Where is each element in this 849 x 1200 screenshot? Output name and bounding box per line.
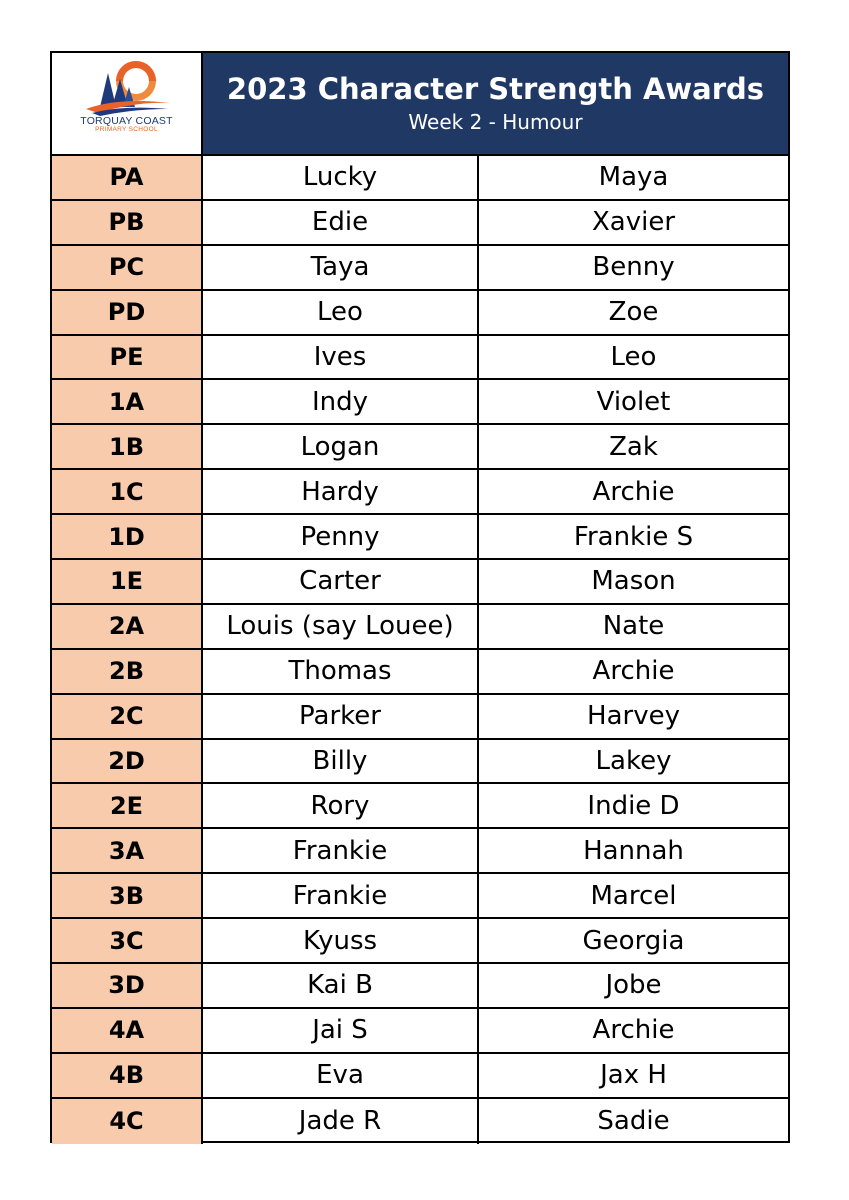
table-header — [52, 53, 788, 156]
page-subtitle: Week 2 - Humour — [408, 110, 583, 134]
student-name-2: Archie — [592, 1015, 675, 1046]
table-row — [52, 291, 788, 336]
student-name-1: Frankie — [203, 874, 479, 917]
table-row — [52, 380, 788, 425]
table-row — [52, 1054, 788, 1099]
class-cell: PB — [52, 201, 203, 244]
table-row — [52, 784, 788, 829]
student-name-2: Archie — [592, 656, 675, 687]
table-row — [52, 470, 788, 515]
table-row — [52, 560, 788, 605]
student-name-1: Louis (say Louee) — [203, 605, 479, 648]
class-cell: 2A — [52, 605, 203, 648]
student-name-2: Mason — [591, 566, 676, 597]
awards-table — [50, 51, 790, 1143]
table-row — [52, 246, 788, 291]
student-name-2: Nate — [602, 611, 665, 642]
table-row — [52, 515, 788, 560]
class-cell: 3D — [52, 964, 203, 1007]
student-name-1: Penny — [203, 515, 479, 558]
student-name-2: Marcel — [590, 880, 677, 911]
student-name-2: Hannah — [583, 835, 684, 866]
student-name-1: Taya — [203, 246, 479, 289]
student-name-2: Georgia — [582, 925, 685, 956]
class-cell: 4C — [52, 1099, 203, 1144]
class-cell: 3C — [52, 919, 203, 962]
table-row — [52, 829, 788, 874]
student-name-2: Jax H — [600, 1060, 667, 1091]
table-row — [52, 1099, 788, 1144]
table-row — [52, 650, 788, 695]
table-row — [52, 874, 788, 919]
student-name-1: Kai B — [203, 964, 479, 1007]
student-name-2: Zak — [609, 431, 658, 462]
class-cell: PE — [52, 336, 203, 379]
table-row — [52, 695, 788, 740]
student-name-1: Jade R — [203, 1099, 479, 1144]
class-cell: 1C — [52, 470, 203, 513]
student-name-2: Indie D — [587, 790, 680, 821]
table-row — [52, 919, 788, 964]
class-cell: 4A — [52, 1009, 203, 1052]
class-cell: 1E — [52, 560, 203, 603]
student-name-1: Leo — [203, 291, 479, 334]
student-name-2: Benny — [592, 252, 675, 283]
class-cell: 2B — [52, 650, 203, 693]
class-cell: 4B — [52, 1054, 203, 1097]
table-row — [52, 1009, 788, 1054]
table-row — [52, 201, 788, 246]
student-name-1: Eva — [203, 1054, 479, 1097]
student-name-1: Carter — [203, 560, 479, 603]
student-name-1: Hardy — [203, 470, 479, 513]
student-name-1: Rory — [203, 784, 479, 827]
class-cell: 2D — [52, 740, 203, 783]
school-logo-icon — [78, 57, 178, 117]
student-name-2: Archie — [592, 476, 675, 507]
table-body — [52, 156, 788, 1144]
class-cell: 2C — [52, 695, 203, 738]
table-row — [52, 964, 788, 1009]
student-name-2: Violet — [596, 386, 671, 417]
table-row — [52, 336, 788, 381]
school-logo — [52, 53, 203, 154]
student-name-1: Frankie — [203, 829, 479, 872]
student-name-1: Billy — [203, 740, 479, 783]
student-name-1: Parker — [203, 695, 479, 738]
table-row — [52, 740, 788, 785]
student-name-2: Leo — [610, 342, 657, 372]
student-name-1: Thomas — [203, 650, 479, 693]
student-name-1: Indy — [203, 380, 479, 423]
student-name-1: Logan — [203, 425, 479, 468]
student-name-2: Sadie — [597, 1106, 670, 1137]
page-title: 2023 Character Strength Awards — [226, 72, 765, 106]
class-cell: 3A — [52, 829, 203, 872]
student-name-1: Jai S — [203, 1009, 479, 1052]
student-name-2: Maya — [598, 162, 669, 193]
student-name-2: Lakey — [595, 746, 672, 777]
class-cell: PD — [52, 291, 203, 334]
class-cell: 1B — [52, 425, 203, 468]
table-row — [52, 156, 788, 201]
class-cell: 2E — [52, 784, 203, 827]
student-name-1: Lucky — [203, 156, 479, 199]
class-cell: 3B — [52, 874, 203, 917]
student-name-1: Ives — [203, 336, 479, 379]
class-cell: 1A — [52, 380, 203, 423]
class-cell: PC — [52, 246, 203, 289]
logo-school-name: TORQUAY COAST — [80, 115, 173, 127]
student-name-2: Jobe — [605, 970, 662, 1001]
student-name-2: Zoe — [608, 297, 659, 328]
class-cell: 1D — [52, 515, 203, 558]
table-row — [52, 425, 788, 470]
student-name-1: Edie — [203, 201, 479, 244]
title-banner — [203, 53, 788, 154]
table-row — [52, 605, 788, 650]
logo-school-type: PRIMARY SCHOOL — [95, 126, 158, 133]
student-name-2: Harvey — [587, 701, 680, 732]
class-cell: PA — [52, 156, 203, 199]
student-name-2: Xavier — [591, 207, 676, 238]
student-name-2: Frankie S — [573, 521, 694, 552]
student-name-1: Kyuss — [203, 919, 479, 962]
